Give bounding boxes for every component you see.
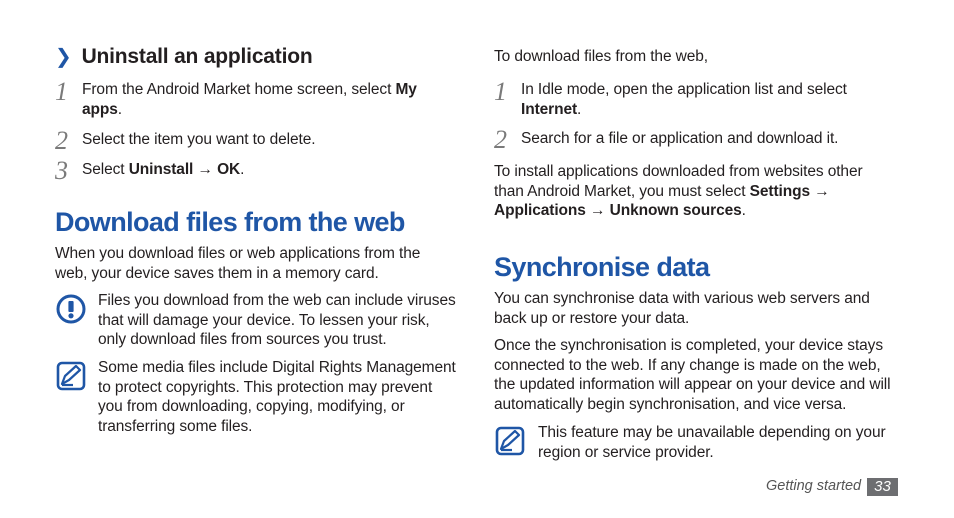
step-text: Search for a file or application and download it.	[521, 130, 839, 147]
sync-intro: You can synchronise data with various web servers and back up or restore your data.	[494, 290, 870, 327]
section-title-download: Download files from the web	[55, 207, 405, 237]
step-text: Select Uninstall → OK.	[82, 161, 245, 178]
exclamation-circle-icon	[56, 294, 86, 324]
note-pencil-icon	[56, 361, 86, 391]
sync-note-text: This feature may be unavailable depending on your region or service provider.	[538, 424, 886, 461]
step-text: In Idle mode, open the application list and select Internet.	[521, 81, 847, 118]
warning-text: Files you download from the web can include viruses that will damage your device. To lessen your risk, only download files from sources you trust.	[98, 292, 456, 349]
step-number: 1	[55, 77, 68, 106]
section-title: Uninstall an application	[81, 45, 313, 68]
step-text: From the Android Market home screen, select My apps.	[82, 81, 417, 118]
step-number: 2	[55, 126, 68, 155]
section-title-sync: Synchronise data	[494, 252, 710, 282]
install-instructions: To install applications downloaded from websites other than Android Market, you must select Settings → Applications → Unknown sources.	[494, 163, 863, 220]
step-number: 2	[494, 125, 507, 154]
step-number: 1	[494, 77, 507, 106]
chevron-icon: ❯	[55, 46, 72, 68]
download-intro: When you download files or web applications from the web, your device saves them in a memory card.	[55, 245, 421, 282]
footer-section-label: Getting started	[766, 478, 862, 494]
page-number: 33	[867, 478, 898, 496]
note-text: Some media files include Digital Rights Management to protect copyrights. This protection may prevent you from downloading, copying, modifying, or transferring some files.	[98, 359, 456, 435]
note-pencil-icon	[495, 426, 525, 456]
step-number: 3	[55, 156, 68, 185]
step-text: Select the item you want to delete.	[82, 131, 316, 148]
section-uninstall-heading	[55, 44, 455, 69]
download-steps-intro: To download files from the web,	[494, 48, 709, 65]
sync-details: Once the synchronisation is completed, your device stays connected to the web. If any change is made on the web, the updated information will appear on your device and will automatically begin synchronisation, and vice versa.	[494, 337, 891, 413]
